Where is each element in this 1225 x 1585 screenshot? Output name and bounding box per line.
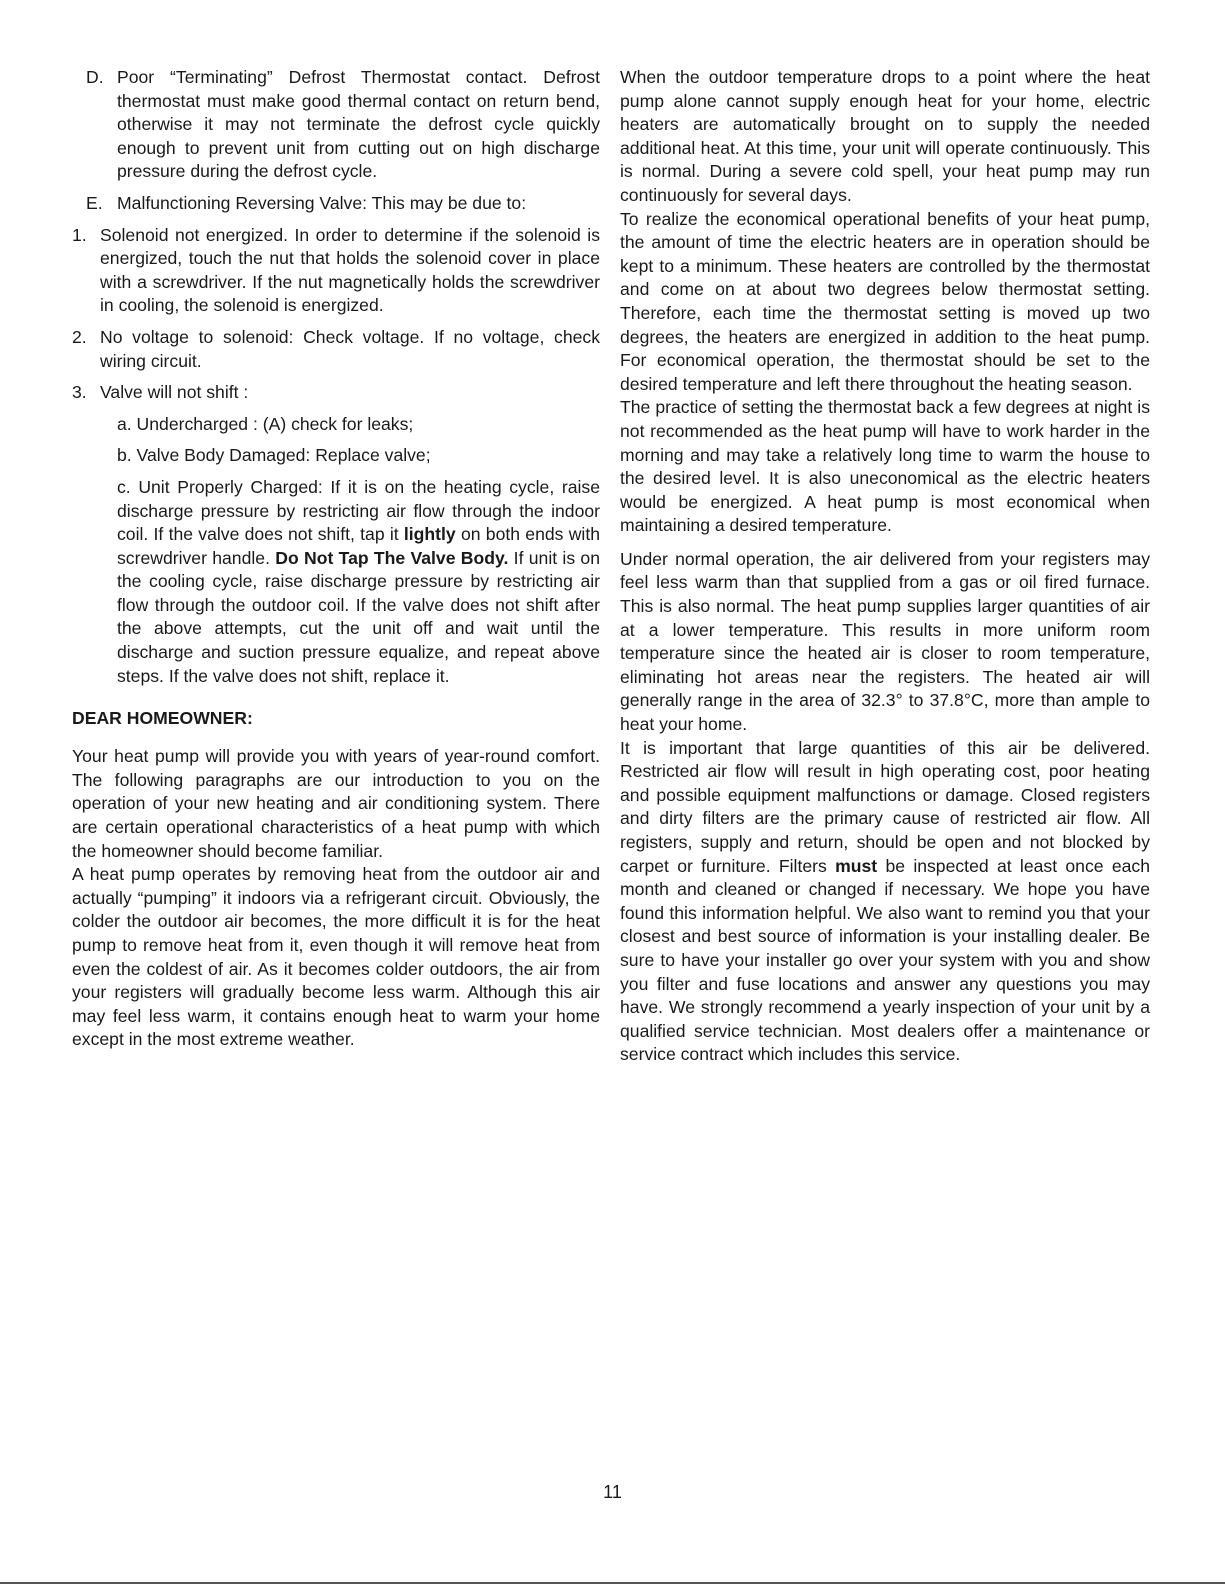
electric-heaters-paragraph: When the outdoor temperature drops to a point where the heat pump alone cannot supply enough heat for your home, electric heaters are automatically brought on to supply the needed additional heat. At this time, your unit will operate continuously. This is normal. During a severe cold spell, your heat pump may run continuously for several days. <box>620 67 1150 205</box>
list-item-text: Solenoid not energized. In order to determine if the solenoid is energized, touch the nut that holds the solenoid cover in place with a screwdriver. If the nut magnetically holds the screwdriver in cooling, the solenoid is energized. <box>100 224 600 316</box>
emphasis-must: must <box>835 855 878 876</box>
section-heading: DEAR HOMEOWNER: <box>72 708 253 729</box>
right-column <box>620 66 1150 1067</box>
list-marker: 1. <box>72 224 87 245</box>
homeowner-intro-paragraph: Your heat pump will provide you with years of year-round comfort. The following paragraphs are our introduction to you on the operation of your new heating and air conditioning system. There are certain operational characteristics of a heat pump with which the homeowner should become familiar. <box>72 746 600 861</box>
list-item-text: Poor “Terminating” Defrost Thermostat contact. Defrost thermostat must make good thermal contact on return bend, otherwise it may not terminate the defrost cycle quickly enough to prevent unit from cutting out on high discharge pressure during the defrost cycle. <box>117 67 600 182</box>
sub-item-c-text-2: on both ends with screwdriver handle. <box>117 524 600 568</box>
air-temperature-paragraph: Under normal operation, the air delivered from your registers may feel less warm than that supplied from a gas or oil fired furnace. This is also normal. The heat pump supplies larger quantities of air at a lower temperature. This results in more uniform room temperature since the heated air is closer to room temperature, eliminating hot areas near the registers. The heated air will generally range in the area of 32.3° to 37.8°C, more than ample to heat your home. <box>620 548 1150 735</box>
air-flow-text-2: be inspected at least once each month and cleaned or changed if necessary. We hope you have found this information helpful. We also want to remind you that your closest and best source of information is your installing dealer. Be sure to have your installer go over your system with you and show you filter and fuse locations and answer any questions you may have. We strongly recommend a yearly inspection of your unit by a qualified service technician. Most dealers offer a maintenance or service contract which includes this service. <box>620 855 1150 1065</box>
sub-item-c <box>72 476 600 688</box>
sub-item-b: b. Valve Body Damaged: Replace valve; <box>117 445 431 466</box>
air-flow-maintenance-paragraph <box>620 737 1150 1067</box>
emphasis-lightly: lightly <box>403 524 456 545</box>
sub-item-a: a. Undercharged : (A) check for leaks; <box>117 413 414 434</box>
list-item-text: No voltage to solenoid: Check voltage. If no voltage, check wiring circuit. <box>100 326 600 371</box>
paragraph-gap <box>620 538 1150 548</box>
page-number: 11 <box>603 1482 622 1502</box>
thermostat-setback-paragraph: The practice of setting the thermostat back a few degrees at night is not recommended as the heat pump will have to work harder in the morning and may take a relatively long time to warm the house to the desired level. It is also uneconomical as the electric heaters would be energized. A heat pump is most economical when maintaining a desired temperature. <box>620 397 1150 536</box>
list-item-d <box>72 66 600 184</box>
list-item-text: Malfunctioning Reversing Valve: This may be due to: <box>117 192 527 213</box>
list-item-text: Valve will not shift : <box>100 382 249 403</box>
list-item-3 <box>72 381 600 405</box>
list-item-2 <box>72 326 600 373</box>
heat-pump-operation-paragraph: A heat pump operates by removing heat from the outdoor air and actually “pumping” it indoors via a refrigerant circuit. Obviously, the colder the outdoor air becomes, the more difficult it is for the heat pump to remove heat from it, even though it will remove heat from even the coldest of air. As it becomes colder outdoors, the air from your registers will gradually become less warm. Although this air may feel less warm, it contains enough heat to warm your home except in the most extreme weather. <box>72 864 600 1050</box>
bottom-rule <box>0 1582 1225 1584</box>
list-marker: E. <box>86 192 103 213</box>
list-marker: D. <box>86 67 104 87</box>
sub-item-c-text-1: c. Unit Properly Charged: If it is on the heating cycle, raise discharge pressure by restricting air flow through the indoor coil. If the valve does not shift, tap it <box>117 476 600 545</box>
list-item-e <box>72 192 600 216</box>
warning-do-not-tap: Do Not Tap The Valve Body. <box>275 547 509 568</box>
sub-item-c-text-3: If unit is on the cooling cycle, raise discharge pressure by restricting air flow through the outdoor coil. If the valve does not shift after the above attempts, cut the unit off and wait until the discharge and suction pressure equalize, and repeat above steps. If the valve does not shift, replace it. <box>117 547 600 686</box>
list-item-1 <box>72 224 600 318</box>
list-marker: 3. <box>72 382 87 403</box>
air-flow-text-1: It is important that large quantities of this air be delivered. Restricted air flow will result in high operating cost, poor heating and possible equipment malfunctions or damage. Closed registers and dirty filters are the primary cause of restricted air flow. All registers, supply and return, should be open and not blocked by carpet or furniture. Filters <box>620 737 1150 876</box>
list-marker: 2. <box>72 326 87 347</box>
left-column <box>72 66 600 1052</box>
economical-operation-paragraph: To realize the economical operational benefits of your heat pump, the amount of time the electric heaters are in operation should be kept to a minimum. These heaters are controlled by the thermostat and come on at about two degrees below thermostat setting. Therefore, each time the thermostat setting is moved up two degrees, the heaters are energized in addition to the heat pump. For economical operation, the thermostat should be set to the desired temperature and left there throughout the heating season. <box>620 208 1150 394</box>
